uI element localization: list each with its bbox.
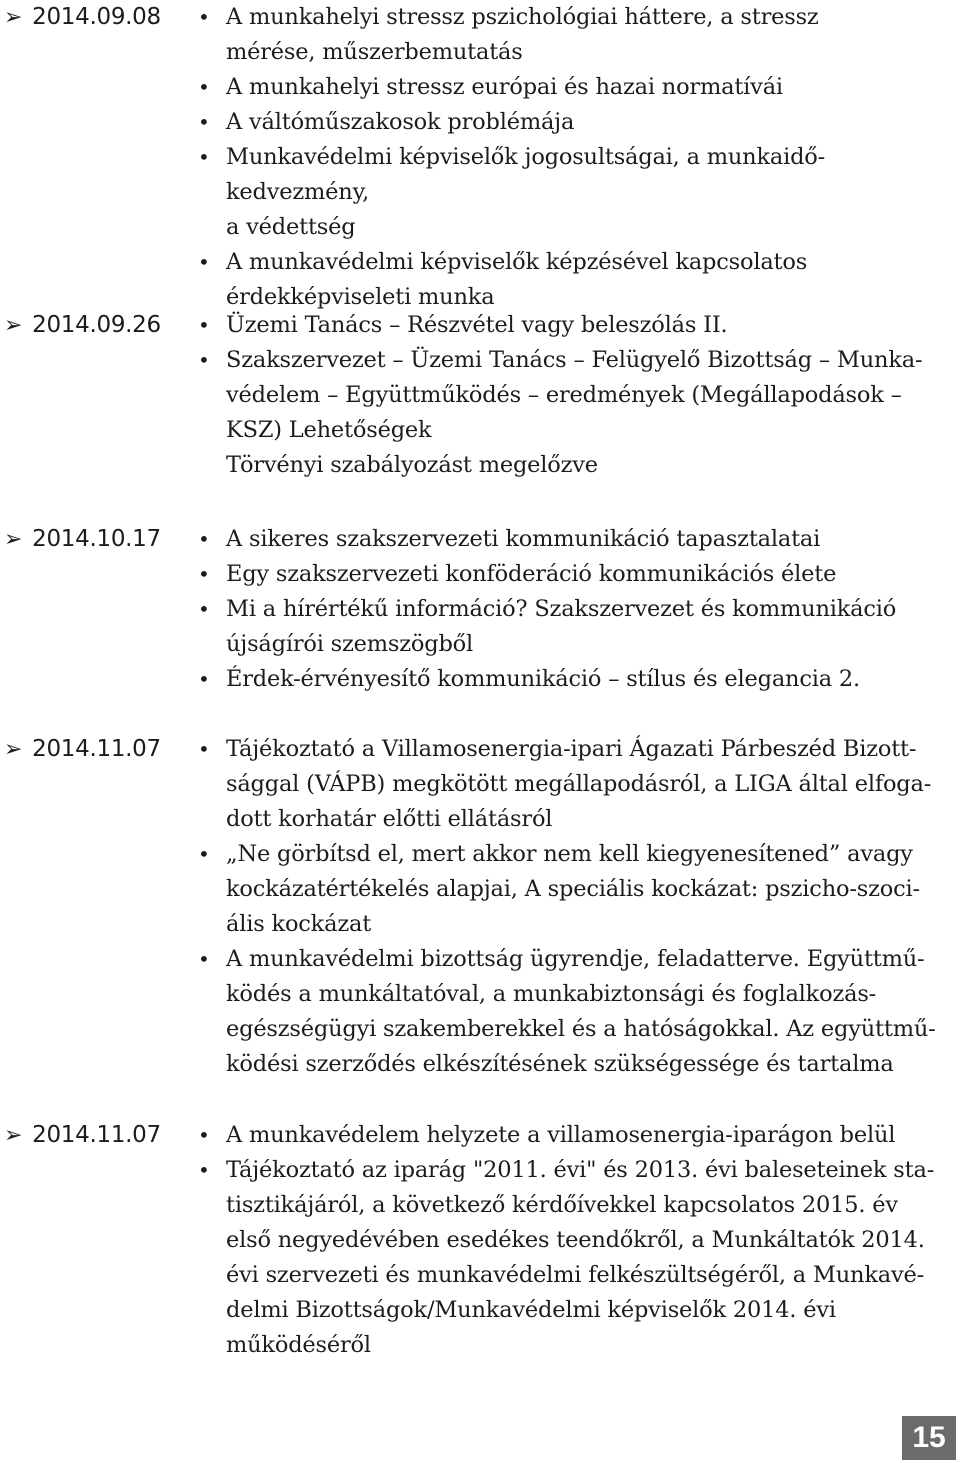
topic-line: érdekképviseleti munka [226,284,495,310]
bullet-icon: • [198,5,210,29]
bullet-icon: • [198,527,210,551]
bullet-icon: • [198,947,210,971]
bullet-icon: • [198,1123,210,1147]
topic-line: A sikeres szakszervezeti kommunikáció tapasztalatai [226,526,821,552]
topic-list [196,732,936,1082]
topic-line: tisztikájáról, a következő kérdőívekkel kapcsolatos 2015. év [226,1192,898,1218]
bullet-icon: • [198,348,210,372]
bullet-icon: • [198,145,210,169]
bullet-icon: • [198,737,210,761]
topic-line: A munkahelyi stressz európai és hazai normatívái [226,74,783,100]
bullet-icon: • [198,842,210,866]
date-text: 2014.11.07 [32,1122,161,1148]
topic-item [196,837,936,942]
bullet-icon: • [198,313,210,337]
topic-list [196,1118,936,1363]
topic-line: Egy szakszervezeti konföderáció kommunikációs élete [226,561,837,587]
topic-list [196,0,936,315]
topic-line: KSZ) Lehetőségek [226,417,432,443]
topic-line: sággal (VÁPB) megkötött megállapodásról, a LIGA által elfoga- [226,771,932,797]
topic-line: ködési szerződés elkészítésének szükségessége és tartalma [226,1051,894,1077]
arrow-bullet-icon: ➢ [4,527,23,552]
entry-date [4,0,161,35]
topic-line: ális kockázat [226,911,372,937]
topic-line: Tájékoztató az iparág "2011. évi" és 2013. évi baleseteinek sta- [226,1157,935,1183]
topic-list [196,522,936,697]
bullet-icon: • [198,667,210,691]
topic-line: A munkavédelem helyzete a villamosenergia-iparágon belül [226,1122,896,1148]
arrow-bullet-icon: ➢ [4,5,23,30]
topic-item [196,70,936,105]
topic-line: Törvényi szabályozást megelőzve [226,452,598,478]
topic-list [196,308,936,483]
topic-line: egészségügyi szakemberekkel és a hatóságokkal. Az együttmű- [226,1016,936,1042]
topic-line: Érdek-érvényesítő kommunikáció – stílus és elegancia 2. [226,666,860,692]
topic-line: A munkavédelmi bizottság ügyrendje, feladatterve. Együttmű- [226,946,925,972]
topic-line: védelem – Együttműködés – eredmények (Megállapodások – [226,382,902,408]
bullet-icon: • [198,250,210,274]
topic-line: Munkavédelmi képviselők jogosultságai, a munkaidő-kedvezmény, [226,144,826,205]
arrow-bullet-icon: ➢ [4,737,23,762]
bullet-icon: • [198,597,210,621]
page-number: 15 [902,1416,956,1460]
date-text: 2014.09.08 [32,4,161,30]
topic-item [196,245,936,315]
topic-line: a védettség [226,214,356,240]
topic-item [196,732,936,837]
topic-item [196,105,936,140]
topic-item [196,662,936,697]
topic-line: első negyedévében esedékes teendőkről, a Munkáltatók 2014. [226,1227,925,1253]
topic-line: delmi Bizottságok/Munkavédelmi képviselők 2014. évi működéséről [226,1297,836,1358]
topic-line: dott korhatár előtti ellátásról [226,806,553,832]
bullet-icon: • [198,1158,210,1182]
topic-item [196,343,936,483]
topic-item [196,1118,936,1153]
topic-line: évi szervezeti és munkavédelmi felkészültségéről, a Munkavé- [226,1262,925,1288]
topic-line: Tájékoztató a Villamosenergia-ipari Ágazati Párbeszéd Bizott- [226,736,917,762]
topic-item [196,0,936,70]
topic-line: Szakszervezet – Üzemi Tanács – Felügyelő Bizottság – Munka- [226,347,923,373]
entry-date [4,308,161,343]
topic-item [196,308,936,343]
topic-line: mérése, műszerbemutatás [226,39,523,65]
topic-line: A munkavédelmi képviselők képzésével kapcsolatos [226,249,808,275]
bullet-icon: • [198,562,210,586]
date-text: 2014.09.26 [32,312,161,338]
arrow-bullet-icon: ➢ [4,1123,23,1148]
date-text: 2014.10.17 [32,526,161,552]
entry-date [4,732,161,767]
bullet-icon: • [198,110,210,134]
topic-item [196,140,936,245]
topic-line: Mi a hírértékű információ? Szakszervezet és kommunikáció [226,596,897,622]
date-text: 2014.11.07 [32,736,161,762]
topic-line: kockázatértékelés alapjai, A speciális kockázat: pszicho-szoci- [226,876,920,902]
entry-date [4,522,161,557]
topic-item [196,522,936,557]
entry-date [4,1118,161,1153]
topic-item [196,557,936,592]
topic-line: A munkahelyi stressz pszichológiai háttere, a stressz [226,4,819,30]
topic-item [196,592,936,662]
topic-item [196,942,936,1082]
arrow-bullet-icon: ➢ [4,313,23,338]
topic-line: A váltóműszakosok problémája [226,109,575,135]
bullet-icon: • [198,75,210,99]
topic-line: Üzemi Tanács – Részvétel vagy beleszólás II. [226,312,728,338]
topic-line: újságírói szemszögből [226,631,474,657]
topic-item [196,1153,936,1363]
topic-line: ködés a munkáltatóval, a munkabiztonsági és foglalkozás- [226,981,877,1007]
topic-line: „Ne görbítsd el, mert akkor nem kell kiegyenesítened” avagy [226,841,913,867]
